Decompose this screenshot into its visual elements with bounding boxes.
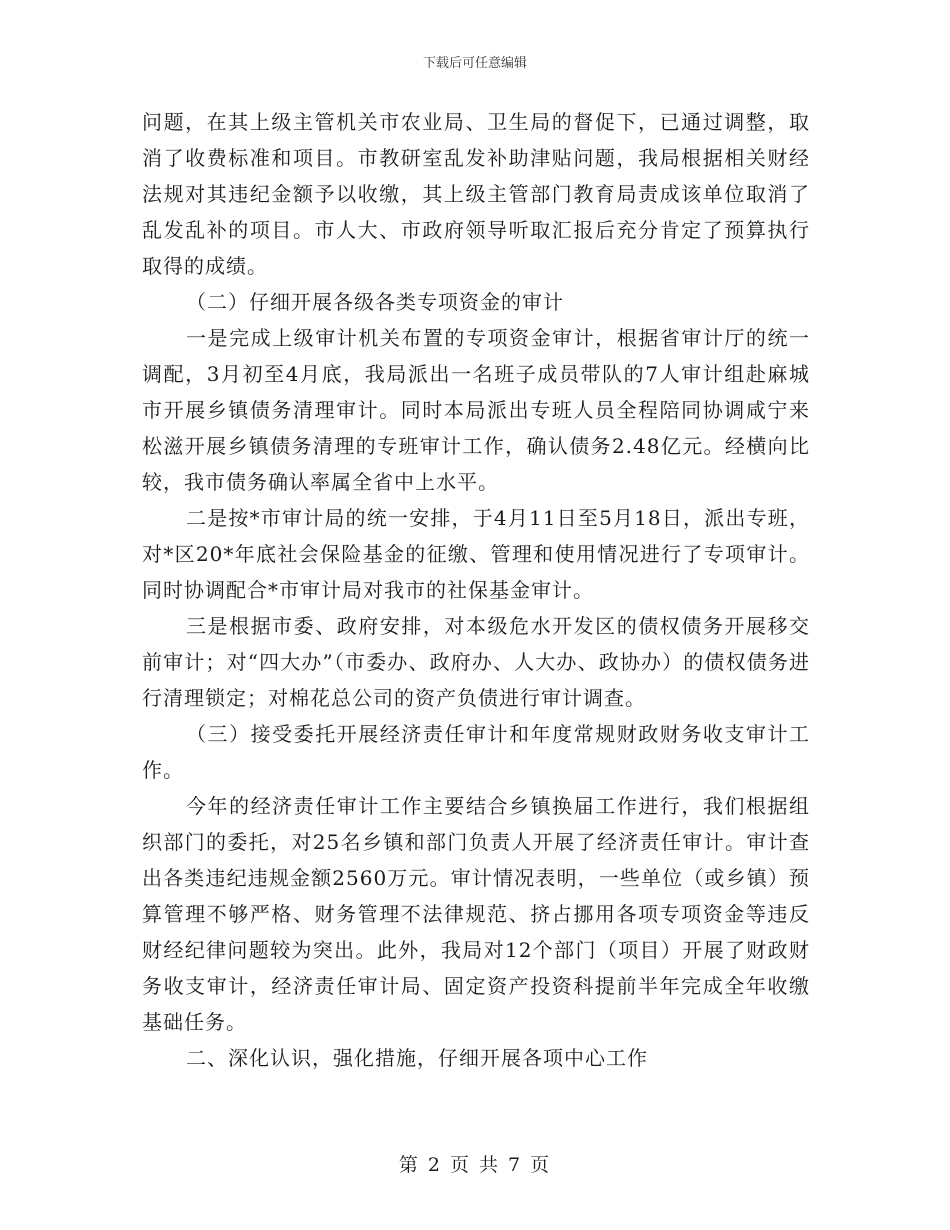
section-heading-2: （二）仔细开展各级各类专项资金的审计: [186, 290, 564, 314]
paragraph-continuation: 问题，在其上级主管机关市农业局、卫生局的督促下，已通过调整，取消了收费标准和项目。市教研室乱发补助津贴问题，我局根据相关财经法规对其违纪金额予以收缴，其上级主管部门教育局责成该单位取消了乱发乱补的项目。市人大、市政府领导听取汇报后充分肯定了预算执行取得的成绩。: [142, 110, 810, 278]
page-header-note: 下载后可任意编辑: [422, 56, 527, 71]
page-footer-number: 第 2 页 共 7 页: [398, 1154, 552, 1176]
paragraph-economic-audit: 今年的经济责任审计工作主要结合乡镇换届工作进行，我们根据组织部门的委托，对25名乡镇和部门负责人开展了经济责任审计。审计查出各类违纪违规金额2560万元。审计情况表明，一些单位（或乡镇）预算管理不够严格、财务管理不法律规范、挤占挪用各项专项资金等违反财经纪律问题较为突出。此外，我局对12个部门（项目）开展了财政财务收支审计，经济责任审计局、固定资产投资科提前半年完成全年收缴基础任务。: [142, 794, 810, 1034]
paragraph-second-item: 二是按*市审计局的统一安排，于4月11日至5月18日，派出专班，对*区20*年底社会保险基金的征缴、管理和使用情况进行了专项审计。同时协调配合*市审计局对我市的社保基金审计。: [142, 506, 810, 602]
section-heading-main-2: 二、深化认识，强化措施，仔细开展各项中心工作: [186, 1046, 648, 1070]
document-body: [142, 104, 810, 1076]
paragraph-third-item: 三是根据市委、政府安排，对本级危水开发区的债权债务开展移交前审计；对“四大办”（市委办、政府办、人大办、政协办）的债权债务进行清理锁定；对棉花总公司的资产负债进行审计调查。: [142, 614, 810, 710]
section-heading-3: （三）接受委托开展经济责任审计和年度常规财政财务收支审计工作。: [142, 722, 810, 782]
paragraph-first-item: 一是完成上级审计机关布置的专项资金审计，根据省审计厅的统一调配，3月初至4月底，我局派出一名班子成员带队的7人审计组赴麻城市开展乡镇债务清理审计。同时本局派出专班人员全程陪同协调咸宁来松滋开展乡镇债务清理的专班审计工作，确认债务2.48亿元。经横向比较，我市债务确认率属全省中上水平。: [142, 326, 810, 494]
